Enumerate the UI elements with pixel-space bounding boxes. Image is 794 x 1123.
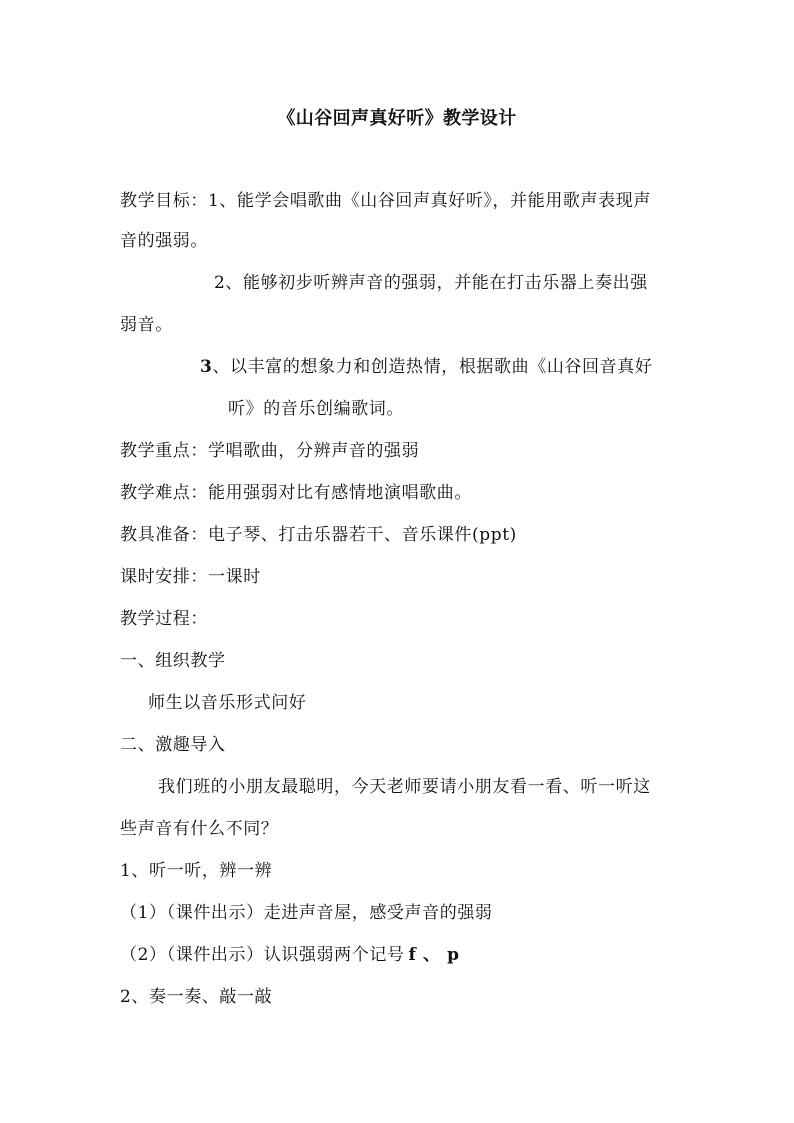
section-2-text-line-2: 些声音有什么不同？ <box>120 819 279 839</box>
objective-3-text: 、以丰富的想象力和创造热情，根据歌曲《山谷回音真好 <box>212 357 653 377</box>
subsection-2-heading: 2、奏一奏、敲一敲 <box>120 987 273 1007</box>
materials: 教具准备：电子琴、打击乐器若干、音乐课件(ppt) <box>120 525 517 545</box>
section-1-heading: 一、组织教学 <box>120 651 226 671</box>
subsection-1-heading: 1、听一听，辨一辨 <box>120 861 273 881</box>
objectives-label: 教学目标： <box>120 191 208 211</box>
objective-3-line-1 <box>200 356 652 378</box>
section-2-text-line-1: 我们班的小朋友最聪明，今天老师要请小朋友看一看、听一听这 <box>158 777 651 797</box>
objective-3-line-2: 听》的音乐创编歌词。 <box>228 399 404 419</box>
objective-3-number: 3 <box>200 357 213 377</box>
subsection-1-item-a: （1）（课件出示）走进声音屋，感受声音的强弱 <box>120 903 493 923</box>
section-1-text: 师生以音乐形式问好 <box>148 693 307 713</box>
process-heading: 教学过程： <box>120 609 208 629</box>
key-points: 教学重点：学唱歌曲，分辨声音的强弱 <box>120 441 420 461</box>
dynamic-marks: f 、 p <box>408 945 460 965</box>
objective-2-line-1: 2、能够初步听辨声音的强弱，并能在打击乐器上奏出强 <box>214 273 648 293</box>
objectives-line <box>120 190 651 212</box>
difficulties: 教学难点：能用强弱对比有感情地演唱歌曲。 <box>120 483 472 503</box>
subsection-1-item-b <box>120 944 460 966</box>
objective-1-line-2: 音的强弱。 <box>120 231 208 251</box>
page-title: 《山谷回声真好听》教学设计 <box>277 108 517 129</box>
objective-2-line-2: 弱音。 <box>120 315 173 335</box>
schedule: 课时安排：一课时 <box>120 567 261 587</box>
section-2-heading: 二、激趣导入 <box>120 735 226 755</box>
objective-1-line-1: 1、能学会唱歌曲《山谷回声真好听》，并能用歌声表现声 <box>208 191 651 211</box>
subsection-1-item-b-text: （2）（课件出示）认识强弱两个记号 <box>120 945 405 965</box>
